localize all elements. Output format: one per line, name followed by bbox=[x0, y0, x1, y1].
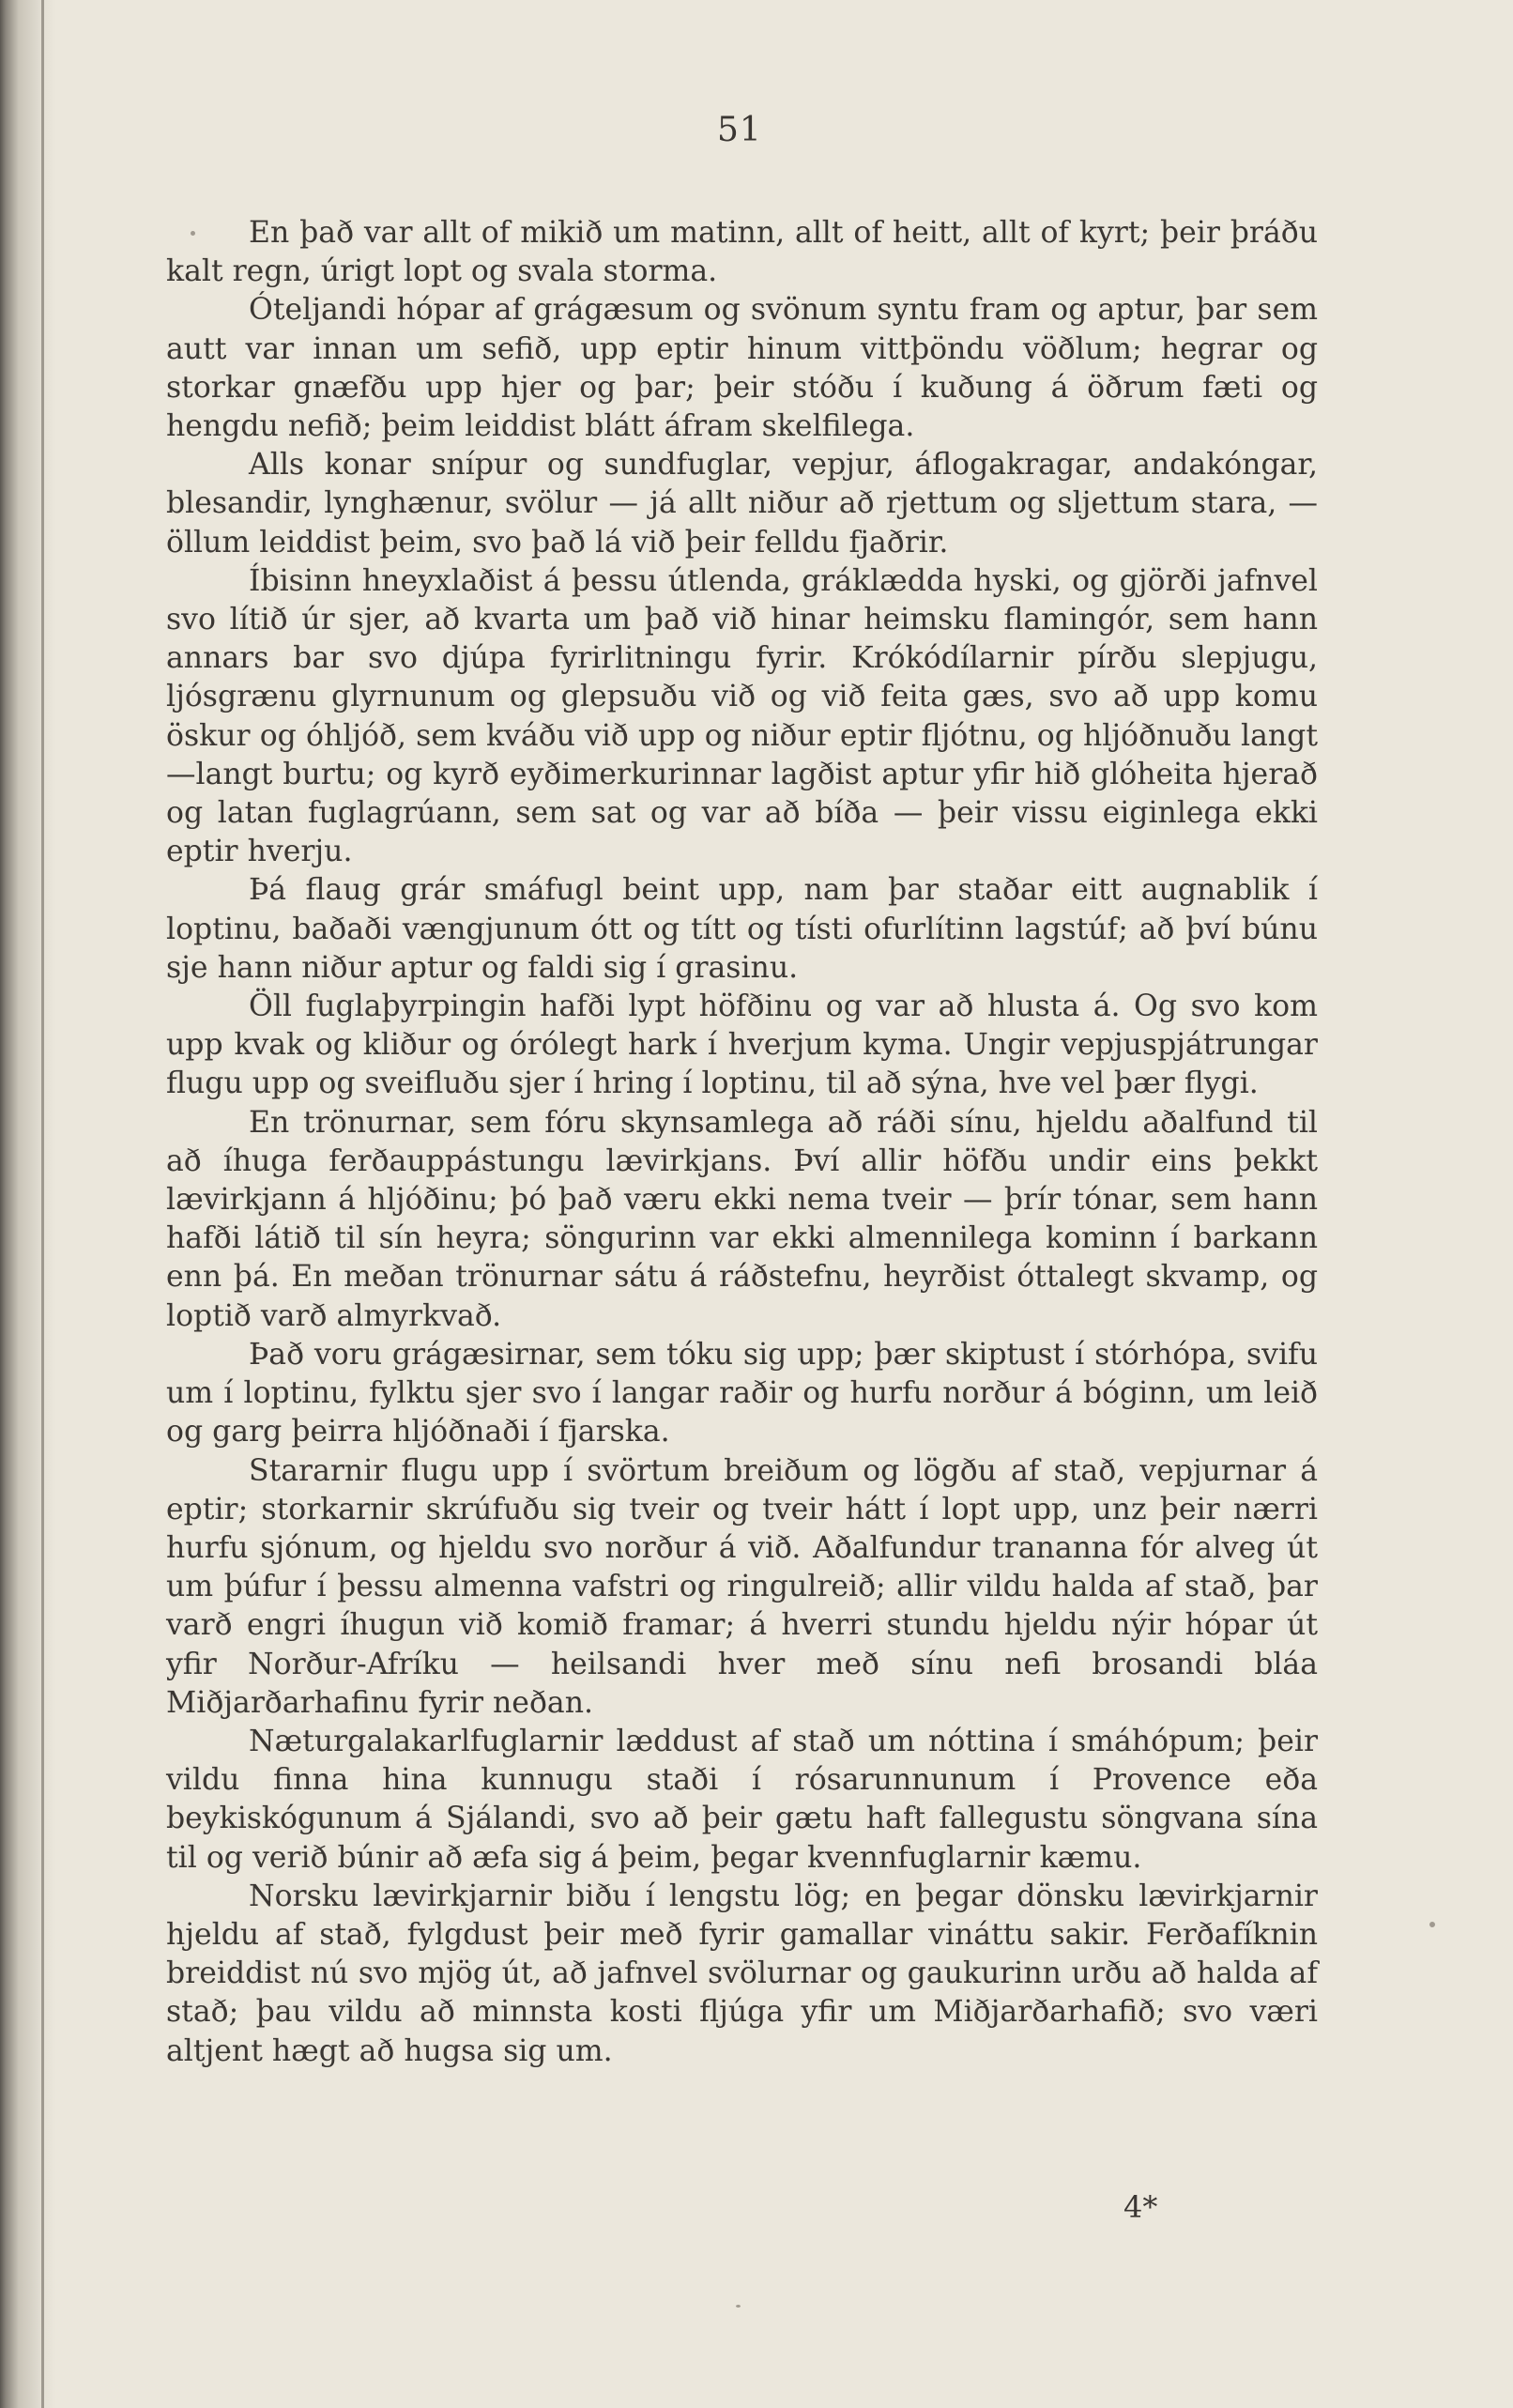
paragraph: Það voru grágæsirnar, sem tóku sig upp; þær skiptust í stórhópa, svifu um í loptinu, fylktu sjer svo í langar raðir og hurfu norður á bóginn, um leið og garg þeirra hljóðnaði í fjarska. bbox=[166, 1337, 1318, 1449]
paper-spot bbox=[1429, 1922, 1435, 1927]
paragraph: Stararnir flugu upp í svörtum breiðum og lögðu af stað, vepjurnar á eptir; storkarnir skrúfuðu sig tveir og tveir hátt í lopt upp, unz þeir nærri hurfu sjónum, og hjeldu svo norður á við. Aðalfundur trananna fór alveg út um þúfur í þessu almenna vafstri og ringulreið; allir vildu halda af stað, þar varð engri íhugun við komið framar; á hverri stundu hjeldu nýir hópar út yfir Norður-Afríku — heilsandi hver með sínu nefi brosandi bláa Miðjarðarhafinu fyrir neðan. bbox=[166, 1453, 1318, 1720]
paragraph: Íbisinn hneyxlaðist á þessu útlenda, gráklædda hyski, og gjörði jafnvel svo lítið úr sjer, að kvarta um það við hinar heimsku flamingór, sem hann annars bar svo djúpa fyrirlitningu fyrir. Krókódílarnir pírðu slepjugu, ljósgrænu glyrnunum og glepsuðu við og við feita gæs, svo að upp komu öskur og óhljóð, sem kváðu við upp og niður eptir fljótnu, og hljóðnuðu langt—langt burtu; og kyrð eyðimerkurinnar lagðist aptur yfir hið glóheita hjerað og latan fuglagrúann, sem sat og var að bíða — þeir vissu eiginlega ekki eptir hverju. bbox=[166, 563, 1318, 869]
page-edge-shadow bbox=[0, 0, 56, 2408]
paragraph: Næturgalakarlfuglarnir læddust af stað um nóttina í smáhópum; þeir vildu finna hina kunnugu staði í rósarunnunum í Provence eða beykiskógunum á Sjálandi, svo að þeir gætu haft fallegustu söngvana sína til og verið búnir að æfa sig á þeim, þegar kvennfuglarnir kæmu. bbox=[166, 1724, 1318, 1875]
paragraph: En það var allt of mikið um matinn, allt of heitt, allt of kyrt; þeir þráðu kalt regn, úrigt lopt og svala storma. bbox=[166, 216, 1318, 289]
signature-mark: 4* bbox=[1123, 2189, 1158, 2225]
paragraph: Þá flaug grár smáfugl beint upp, nam þar staðar eitt augnablik í loptinu, baðaði vængjunum ótt og títt og tísti ofurlítinn lagstúf; að því búnu sje hann niður aptur og faldi sig í grasinu. bbox=[166, 873, 1318, 985]
page-number: 51 bbox=[717, 111, 762, 149]
paragraph: Öll fuglaþyrpingin hafði lypt höfðinu og var að hlusta á. Og svo kom upp kvak og kliður og órólegt hark í hverjum kyma. Ungir vepjuspjátrungar flugu upp og sveifluðu sjer í hring í loptinu, til að sýna, hve vel þær flygi. bbox=[166, 989, 1318, 1101]
paragraph: Norsku lævirkjarnir biðu í lengstu lög; en þegar dönsku lævirkjarnir hjeldu af stað, fylgdust þeir með fyrir gamallar vináttu sakir. Ferðafíknin breiddist nú svo mjög út, að jafnvel svölurnar og gaukurinn urðu að halda af stað; þau vildu að minnsta kosti fljúga yfir um Miðjarðarhafið; svo væri altjent hægt að hugsa sig um. bbox=[166, 1879, 1318, 2068]
paragraph: En trönurnar, sem fóru skynsamlega að ráði sínu, hjeldu aðalfund til að íhuga ferðauppástungu lævirkjans. Því allir höfðu undir eins þekkt lævirkjann á hljóðinu; þó það væru ekki nema tveir — þrír tónar, sem hann hafði látið til sín heyra; söngurinn var ekki almennilega kominn í barkann enn þá. En meðan trönurnar sátu á ráðstefnu, heyrðist óttalegt skvamp, og loptið varð almyrkvað. bbox=[166, 1105, 1318, 1333]
paper-spot bbox=[736, 2305, 741, 2308]
body-text bbox=[166, 214, 1318, 2071]
paragraph: Óteljandi hópar af grágæsum og svönum syntu fram og aptur, þar sem autt var innan um sefið, upp eptir hinum vittþöndu vöðlum; hegrar og storkar gnæfðu upp hjer og þar; þeir stóðu í kuðung á öðrum fæti og hengdu nefið; þeim leiddist blátt áfram skelfilega. bbox=[166, 293, 1318, 444]
paragraph: Alls konar snípur og sundfuglar, vepjur, áflogakragar, andakóngar, blesandir, lynghænur, svölur — já allt niður að rjettum og sljettum stara, — öllum leiddist þeim, svo það lá við þeir felldu fjaðrir. bbox=[166, 448, 1318, 560]
binding-line bbox=[41, 0, 44, 2408]
